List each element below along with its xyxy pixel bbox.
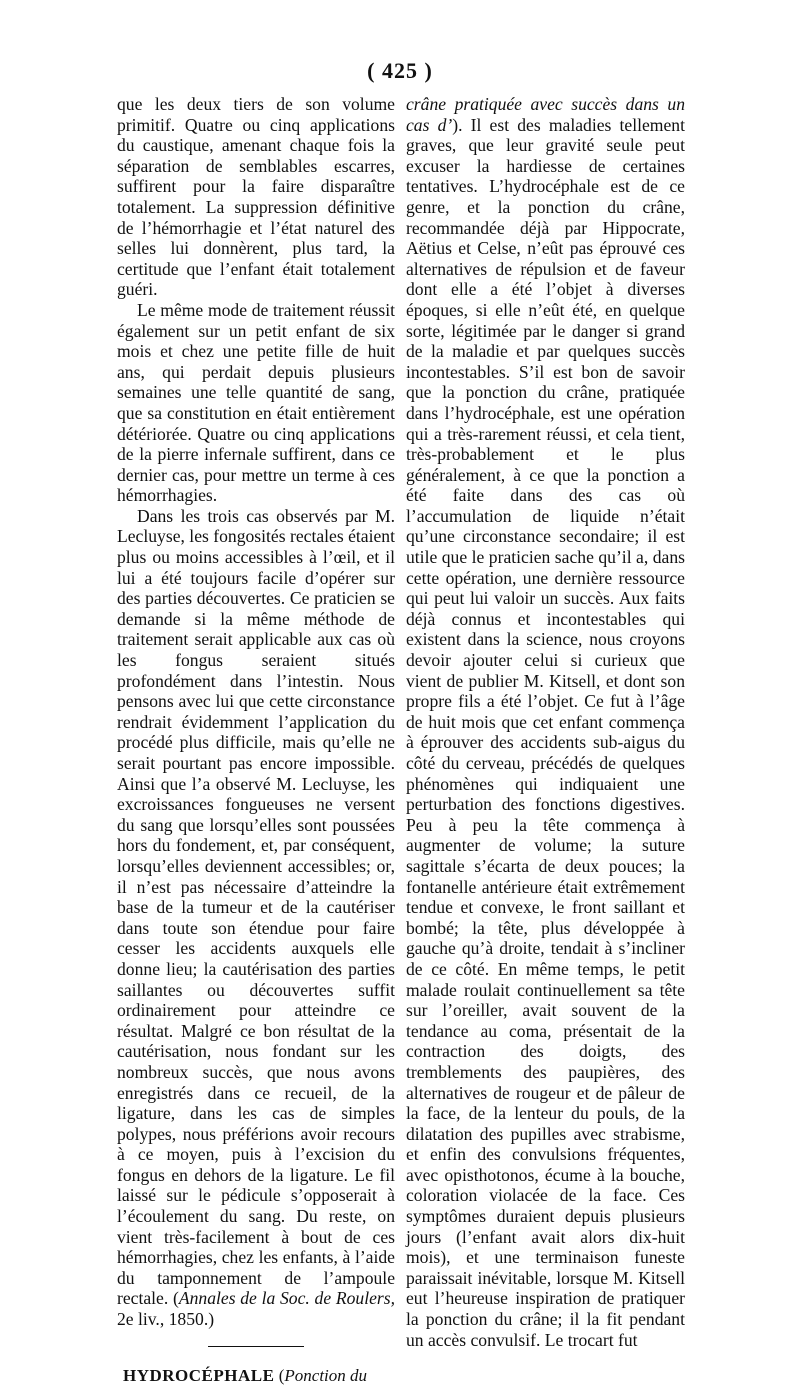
heading-subtitle-continued: crâne pratiquée avec succès dans un cas d’ bbox=[406, 94, 685, 135]
paragraph: que les deux tiers de son volume primitif. Quatre ou cinq applications du caustique, amenant chaque fois la séparation de semblables escarres, suffirent pour la faire disparaître totalement. La suppression définitive de l’hémorrhagie et l’état naturel des selles lui donnèrent, plus tard, la certitude que l’enfant était totalement guéri. bbox=[117, 94, 395, 300]
paragraph: Le même mode de traitement réussit également sur un petit enfant de six mois et chez une petite fille de huit ans, qui perdait depuis plusieurs semaines une telle quantité de sang, que sa constitution en était entièrement détériorée. Quatre ou cinq applications de la pierre infernale suffirent, dans ce dernier cas, pour mettre un terme à ces hémorrhagies. bbox=[117, 299, 395, 506]
citation: Annales de la Soc. de Roulers, bbox=[178, 1288, 395, 1309]
heading-paren: ( bbox=[274, 1365, 285, 1385]
heading-title: HYDROCÉPHALE bbox=[123, 1365, 275, 1385]
citation-tail: 2e liv., 1850.) bbox=[117, 1309, 215, 1330]
section-divider bbox=[208, 1346, 304, 1347]
paragraph bbox=[406, 94, 685, 1350]
heading-subtitle: Ponction du bbox=[284, 1365, 368, 1385]
right-column bbox=[406, 94, 685, 1350]
paragraph-text: ). Il est des maladies tellement graves, que leur gravité seule peut excuser la hardiesse de certaines tentatives. L’hydrocéphale est de ce genre, et la ponction du crâne, recommandée déjà par Hippocrate, Aëtius et Celse, n’eût pas éprouvé ces alternatives de répulsion et de faveur dont elle a été l’objet à diverses époques, si elle n’eût été, en quelque sorte, légitimée par le danger si grand de la maladie et par quelques succès incontestables. S’il est bon de savoir que la ponction du crâne, pratiquée dans l’hydrocéphale, est une opération qui a très-rarement réussi, et cela tient, très-probablement et le plus généralement, à ce que la ponction a été faite dans des cas où l’accumulation de liquide n’était qu’une circonstance secondaire; il est utile que le praticien sache qu’il a, dans cette opération, une dernière ressource qui peut lui valoir un succès. Aux faits déjà connus et incontestables qui existent dans la science, nous croyons devoir ajouter celui si curieux que vient de publier M. Kitsell, et dont son propre fils a été l’objet. Ce fut à l’âge de huit mois que cet enfant commença à éprouver des accidents sub-aigus du côté du cerveau, précédés de quelques phénomènes qui indiquaient une perturbation des fonctions digestives. Peu à peu la tête commença à augmenter de volume; la suture sagittale s’écarta de deux pouces; la fontanelle antérieure était extrêmement tendue et convexe, le front saillant et bombé; la tête, plus développée à gauche qu’à droite, tendait à s’incliner de ce côté. En même temps, le petit malade roulait continuellement sa tête sur l’oreiller, avait souvent de la tendance au coma, présentait de la contraction des doigts, des tremblements des paupières, des alternatives de rougeur et de pâleur de la face, de la lenteur du pouls, de la dilatation des pupilles avec strabisme, et enfin des convulsions fréquentes, avec opisthotonos, écume à la bouche, coloration violacée de la face. Ces symptômes duraient depuis plusieurs jours (l’enfant avait alors dix-huit mois), et une terminaison funeste paraissait inévitable, lorsque M. Kitsell eut l’heureuse inspiration de pratiquer la ponction du crâne; il la fit pendant un accès convulsif. Le trocart fut bbox=[406, 114, 685, 1350]
section-heading bbox=[117, 1366, 395, 1386]
paragraph-text: Dans les trois cas observés par M. Lecluyse, les fongosités rectales étaient plus ou moins accessibles à l’œil, et il lui a été toujours facile d’opérer sur des parties découvertes. Ce praticien se demande si la même méthode de traitement serait applicable aux cas où les fongus seraient situés profondément dans l’intestin. Nous pensons avec lui que cette circonstance rendrait évidemment l’application du procédé plus difficile, mais qu’elle ne serait pourtant pas encore impossible. Ainsi que l’a observé M. Lecluyse, les excroissances fongueuses ne versent du sang que lorsqu’elles sont poussées hors du fondement, et, par conséquent, lorsqu’elles deviennent accessibles; or, il n’est pas nécessaire d’atteindre la base de la tumeur et de la cautériser dans toute son étendue pour faire cesser les accidents auxquels elle donne lieu; la cautérisation des parties saillantes ou découvertes suffit ordinairement pour atteindre ce résultat. Malgré ce bon résultat de la cautérisation, nous fondant sur les nombreux succès, que nous avons enregistrés dans ce recueil, de la ligature, dans les cas de simples polypes, nous préférions avoir recours à ce moyen, puis à l’excision du fongus en dehors de la ligature. Le fil laissé sur le pédicule s’opposerait à l’écoulement du sang. Du reste, on vient très-facilement à bout de ces hémorrhagies, chez les enfants, à l’aide du tamponnement de l’ampoule rectale. ( bbox=[117, 505, 395, 1309]
left-column bbox=[117, 94, 395, 1386]
paragraph bbox=[117, 506, 395, 1330]
page-number: ( 425 ) bbox=[367, 58, 433, 83]
